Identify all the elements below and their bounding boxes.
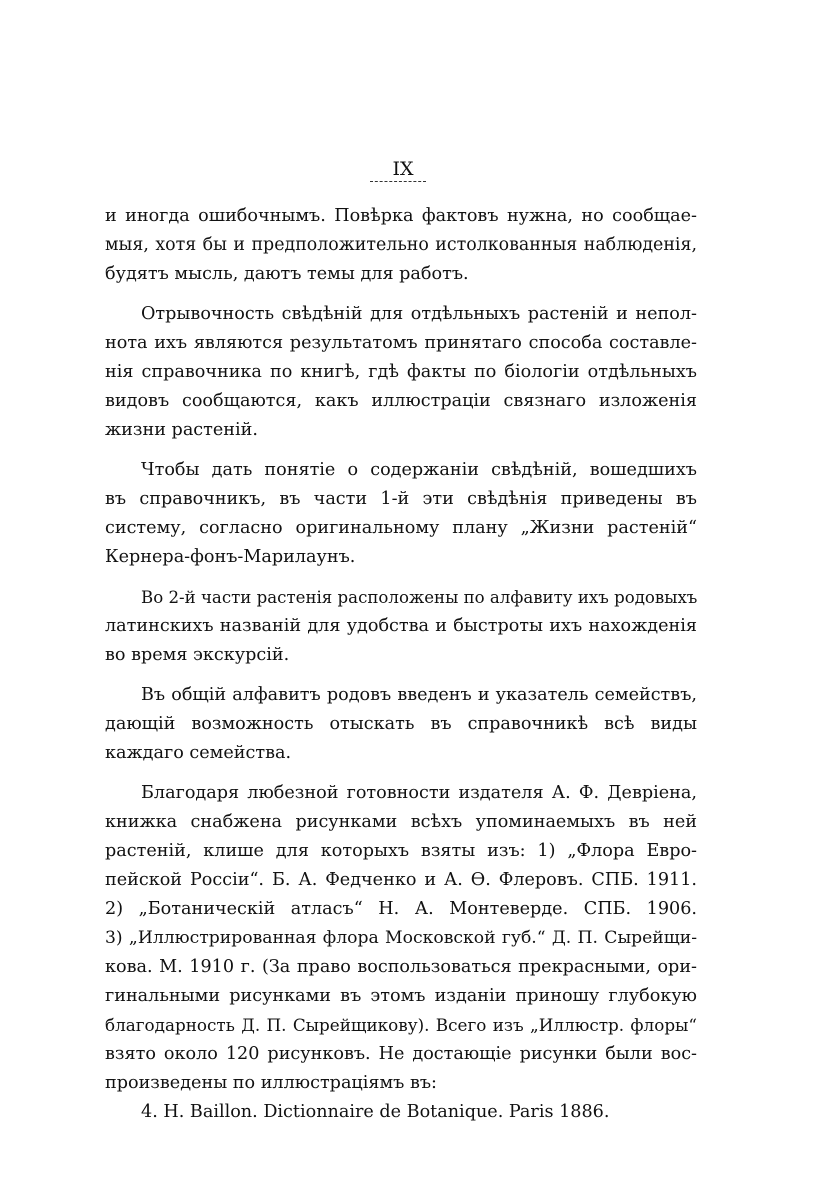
text-line: Отрывочность свѣдѣній для отдѣльныхъ растеній и непол- bbox=[141, 304, 697, 324]
text-line: нія справочника по книгѣ, гдѣ факты по біологіи отдѣльныхъ bbox=[105, 362, 697, 382]
page-number: IX bbox=[392, 158, 414, 180]
reference-entry bbox=[105, 1098, 697, 1127]
text-line: дающій возможность отыскать въ справочникѣ всѣ виды bbox=[105, 714, 697, 734]
paragraph bbox=[105, 300, 697, 445]
text-line: гинальными рисунками въ этомъ изданіи приношу глубокую bbox=[105, 986, 697, 1006]
text-line: во время экскурсій. bbox=[105, 645, 290, 665]
text-line: взято около 120 рисунковъ. Не достающіе рисунки были вос- bbox=[105, 1044, 697, 1064]
text-line: произведены по иллюстраціямъ въ: bbox=[105, 1073, 437, 1093]
text-line: 2) „Ботаническій атласъ“ Н. А. Монтеверде. СПБ. 1906. bbox=[105, 899, 697, 919]
text-line: въ справочникъ, въ части 1-й эти свѣдѣнія приведены въ bbox=[105, 489, 697, 509]
text-line: пейской Россіи“. Б. А. Федченко и А. Ѳ. Флеровъ. СПБ. 1911. bbox=[105, 870, 697, 890]
text-line: видовъ сообщаются, какъ иллюстраціи связнаго изложенія bbox=[105, 391, 697, 411]
text-line: жизни растеній. bbox=[105, 420, 258, 440]
text-line: 3) „Иллюстрированная флора Московской губ.“ Д. П. Сырейщи- bbox=[105, 928, 697, 948]
paragraph bbox=[105, 202, 697, 289]
text-line: и иногда ошибочнымъ. Повѣрка фактовъ нужна, но сообщае- bbox=[105, 206, 697, 226]
text-line: мыя, хотя бы и предположительно истолкованныя наблюденія, bbox=[105, 235, 697, 255]
paragraph bbox=[105, 779, 697, 1098]
text-line: Благодаря любезной готовности издателя А. Ф. Девріена, bbox=[141, 783, 697, 803]
text-line: благодарность Д. П. Сырейщикову). Всего изъ „Иллюстр. флоры“ bbox=[105, 1015, 697, 1035]
text-line: кова. М. 1910 г. (За право воспользоваться прекрасными, ори- bbox=[105, 957, 697, 977]
paragraph bbox=[105, 583, 697, 670]
text-line: 4. H. Baillon. Dictionnaire de Botanique. Paris 1886. bbox=[141, 1102, 610, 1122]
page-number-rule bbox=[370, 181, 426, 183]
body-text bbox=[105, 202, 697, 1127]
text-line: латинскихъ названій для удобства и быстроты ихъ нахожденія bbox=[105, 616, 697, 636]
text-line: Кернера-фонъ-Марилаунъ. bbox=[105, 547, 356, 567]
text-line: Чтобы дать понятіе о содержаніи свѣдѣній, вошедшихъ bbox=[141, 460, 697, 480]
text-line: каждаго семейства. bbox=[105, 743, 292, 763]
text-line: Во 2-й части растенія расположены по алфавиту ихъ родовыхъ bbox=[141, 588, 697, 607]
text-line: будятъ мысль, даютъ темы для работъ. bbox=[105, 264, 469, 284]
text-line: Въ общій алфавитъ родовъ введенъ и указатель семействъ, bbox=[141, 685, 697, 705]
paragraph bbox=[105, 681, 697, 768]
text-line: растеній, клише для которыхъ взяты изъ: 1) „Флора Евро- bbox=[105, 841, 697, 861]
text-line: систему, согласно оригинальному плану „Жизни растеній“ bbox=[105, 518, 697, 538]
paragraph bbox=[105, 456, 697, 572]
text-line: книжка снабжена рисунками всѣхъ упоминаемыхъ въ ней bbox=[105, 812, 697, 832]
text-line: нота ихъ являются результатомъ принятаго способа составле- bbox=[105, 333, 697, 353]
